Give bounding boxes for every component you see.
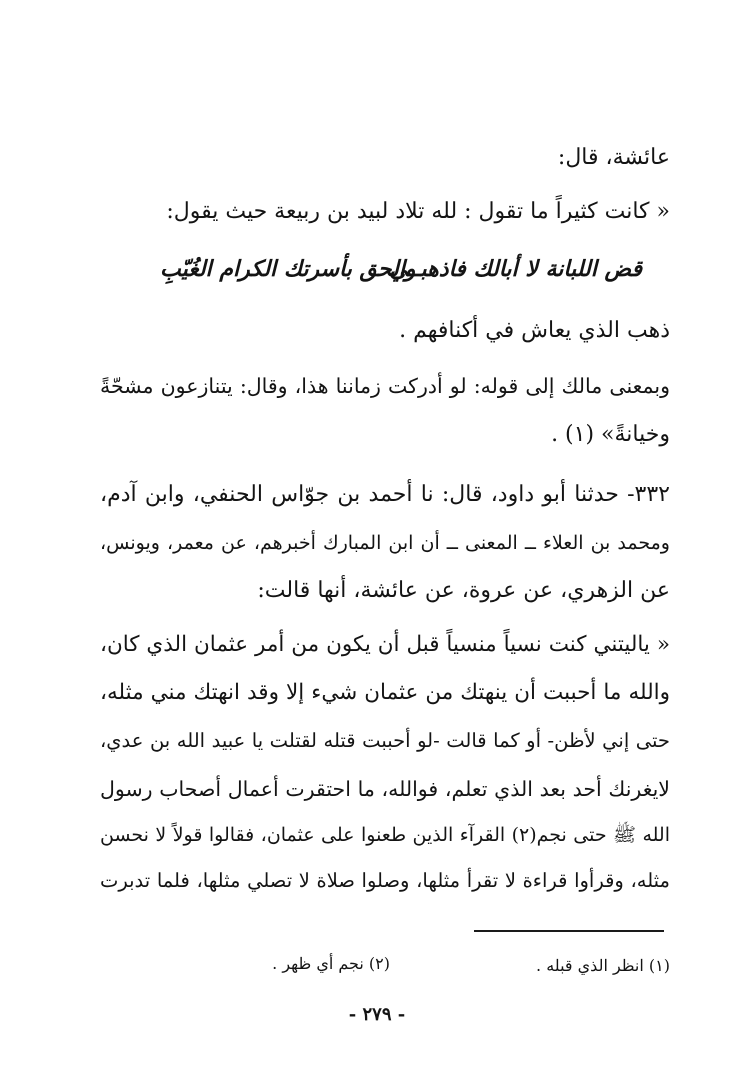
text-line-13: لايغرنك أحد بعد الذي تعلم، فوالله، ما احتقرت أعمال أصحاب رسول	[100, 777, 670, 801]
text-line-11: والله ما أحببت أن ينهتك من عثمان شيء إلا وقد انهتك مني مثله،	[100, 680, 670, 705]
text-line-5: وبمعنى مالك إلى قوله: لو أدركت زماننا هذا، وقال: يتنازعون مشحّةً	[100, 374, 670, 398]
text-line-6: وخيانةً» (١) .	[551, 422, 670, 447]
text-line-2: « كانت كثيراً ما تقول : لله تلاد لبيد بن ربيعة حيث يقول:	[166, 199, 670, 224]
text-line-1: عائشة، قال:	[557, 145, 670, 170]
text-line-10: « ياليتني كنت نسياً منسياً قبل أن يكون من أمر عثمان الذي كان،	[100, 632, 670, 657]
page-number: - ٢٧٩ -	[348, 1004, 406, 1025]
text-line-7: ٣٣٢- حدثنا أبو داود، قال: نا أحمد بن جوّاس الحنفي، وابن آدم،	[100, 482, 670, 507]
text-line-8: ومحمد بن العلاء ــ المعنى ــ أن ابن المبارك أخبرهم، عن معمر، ويونس،	[100, 532, 670, 554]
text-line-9: عن الزهري، عن عروة، عن عائشة، أنها قالت:	[257, 578, 670, 603]
footnote-2: (٢) نجم أي ظهر .	[272, 954, 390, 973]
footnote-1: (١) انظر الذي قبله .	[536, 956, 670, 975]
verse-hemistich-left: والحق بأسرتك الكرام الغُيّبِ	[160, 256, 416, 282]
text-line-12: حتى إني لأظن- أو كما قالت -لو أحببت قتله لقتلت يا عبيد الله بن عدي،	[100, 729, 670, 752]
footnote-separator	[474, 930, 664, 932]
text-line-4: ذهب الذي يعاش في أكنافهم .	[399, 318, 670, 343]
text-line-14: الله ﷺ حتى نجم(٢) القرآء الذين طعنوا على عثمان، فقالوا قولاً لا نحسن	[100, 824, 670, 846]
verse-hemistich-right: قض اللبانة لا أبالك فاذهبــي	[389, 256, 642, 282]
text-line-15: مثله، وقرأوا قراءة لا تقرأ مثلها، وصلوا صلاة لا تصلي مثلها، فلما تدبرت	[100, 869, 670, 892]
